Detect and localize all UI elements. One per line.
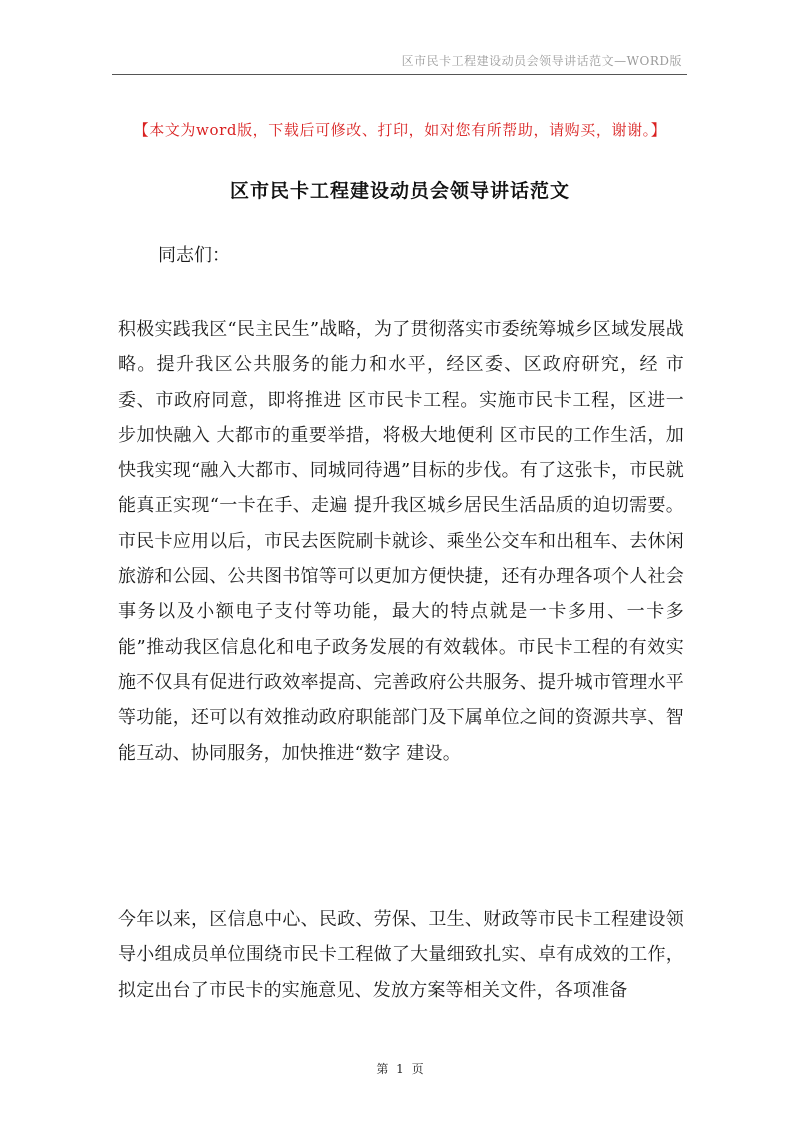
page-label-suffix: 页 [411, 1062, 424, 1076]
running-header: 区市民卡工程建设动员会领导讲话范文—WORD版 [401, 54, 682, 68]
document-title: 区市民卡工程建设动员会领导讲话范文 [229, 180, 570, 202]
body-paragraph-2: 今年以来，区信息中心、民政、劳保、卫生、财政等市民卡工程建设领导小组成员单位围绕市民卡工程做了大量细致扎实、卓有成效的工作，拟定出台了市民卡的实施意见、发放方案等相关文件，各项准备 [118, 909, 684, 1001]
body-paragraph-1: 积极实践我区“民主民生”战略，为了贯彻落实市委统筹城乡区域发展战略。提升我区公共服务的能力和水平，经区委、区政府研究，经 市委、市政府同意，即将推进 区市民卡工程。实施市民卡工程，区进一步加快融入 大都市的重要举措，将极大地便利 区市民的工作生活，加快我实现“融入大都市、同城同待遇”目标的步伐。有了这张卡，市民就能真正实现“一卡在手、走遍 提升我区城乡居民生活品质的迫切需要。市民卡应用以后，市民去医院刷卡就诊、乘坐公交车和出租车、去休闲旅游和公园、公共图书馆等可以更加方便快捷，还有办理各项个人社会事务以及小额电子支付等功能，最大的特点就是一卡多用、一卡多能”推动我区信息化和电子政务发展的有效载体。市民卡工程的有效实施不仅具有促进行政效率提高、完善政府公共服务、提升城市管理水平等功能，还可以有效推动政府职能部门及下属单位之间的资源共享、智能互动、协同服务，加快推进“数字 建设。 [118, 319, 684, 764]
page-number: 1 [396, 1062, 404, 1076]
page-footer [0, 1060, 800, 1077]
page-label-prefix: 第 [376, 1062, 389, 1076]
download-notice: 【本文为word版，下载后可修改、打印，如对您有所帮助，请购买，谢谢。】 [133, 121, 667, 139]
header-divider [112, 74, 687, 75]
greeting: 同志们： [158, 245, 230, 266]
